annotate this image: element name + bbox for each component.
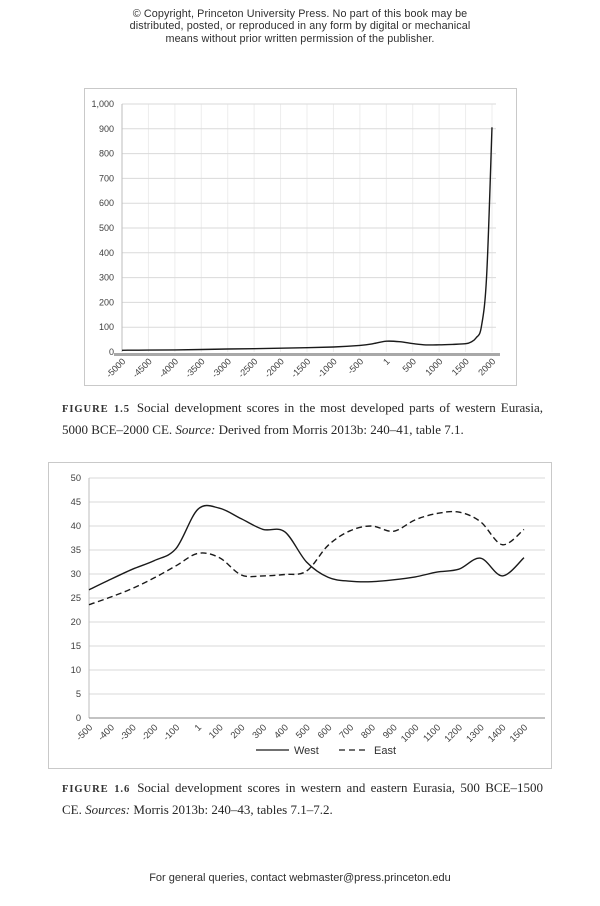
svg-text:400: 400 — [98, 247, 114, 258]
svg-text:1500: 1500 — [507, 722, 530, 745]
legend-east-label: East — [374, 744, 397, 757]
figure-1-6-source-text: Morris 2013b: 240–43, tables 7.1–7.2. — [130, 802, 333, 817]
y-tick-labels — [91, 99, 114, 357]
svg-text:1500: 1500 — [449, 356, 471, 378]
svg-text:0: 0 — [75, 713, 81, 724]
svg-text:1200: 1200 — [442, 722, 465, 745]
figure-1-6-source-label: Sources: — [85, 802, 131, 817]
copyright-line-1: © Copyright, Princeton University Press. No part of this book may be — [132, 8, 468, 20]
svg-text:-5000: -5000 — [104, 356, 128, 380]
svg-text:1300: 1300 — [464, 722, 486, 745]
svg-text:1: 1 — [381, 356, 392, 367]
svg-text:500: 500 — [293, 722, 312, 741]
svg-text:800: 800 — [98, 148, 114, 159]
svg-text:600: 600 — [98, 198, 114, 209]
svg-text:300: 300 — [250, 722, 269, 741]
svg-text:-2000: -2000 — [262, 356, 286, 380]
svg-text:300: 300 — [98, 272, 114, 283]
svg-text:-4000: -4000 — [156, 356, 181, 380]
figure-1-6-label: FIGURE 1.6 — [62, 784, 131, 795]
svg-text:1100: 1100 — [421, 722, 443, 744]
figure-1-5-source-text: Derived from Morris 2013b: 240–41, table 7.1. — [215, 422, 464, 437]
y-tick-labels — [71, 473, 81, 723]
svg-text:600: 600 — [315, 722, 334, 741]
svg-text:50: 50 — [70, 473, 81, 484]
svg-text:1000: 1000 — [398, 722, 421, 745]
x-tick-labels — [74, 722, 529, 744]
svg-text:5: 5 — [75, 689, 81, 700]
figure-1-5-canvas — [85, 89, 516, 385]
svg-text:200: 200 — [228, 722, 247, 741]
svg-text:30: 30 — [70, 569, 81, 580]
x-axis-line — [114, 353, 500, 356]
svg-text:10: 10 — [70, 665, 81, 676]
svg-text:0: 0 — [108, 346, 114, 357]
svg-text:500: 500 — [400, 356, 419, 375]
figure-1-6-caption — [62, 778, 543, 820]
svg-text:-4500: -4500 — [130, 356, 154, 380]
copyright-line-3: means without prior written permission of the publisher. — [165, 32, 435, 45]
figure-1-5-source-label: Source: — [175, 422, 216, 437]
svg-text:15: 15 — [70, 641, 81, 652]
svg-text:-3500: -3500 — [183, 356, 207, 380]
svg-text:20: 20 — [70, 617, 81, 628]
svg-text:-1500: -1500 — [289, 356, 313, 380]
svg-text:200: 200 — [98, 297, 114, 308]
svg-text:45: 45 — [70, 497, 81, 508]
svg-text:40: 40 — [70, 521, 81, 532]
legend — [256, 745, 396, 757]
figure-1-6-chart — [48, 462, 552, 769]
svg-text:400: 400 — [272, 722, 291, 741]
svg-text:100: 100 — [206, 722, 225, 741]
figure-1-5-chart — [84, 88, 517, 386]
svg-text:25: 25 — [70, 593, 81, 604]
svg-text:700: 700 — [337, 722, 356, 741]
svg-text:700: 700 — [98, 173, 114, 184]
svg-text:-500: -500 — [345, 356, 366, 377]
svg-text:-400: -400 — [95, 722, 117, 743]
svg-text:500: 500 — [98, 222, 114, 233]
footer-contact: For general queries, contact webmaster@press.princeton.edu — [149, 872, 451, 884]
svg-text:-2500: -2500 — [236, 356, 260, 380]
gridlines — [89, 478, 545, 694]
figure-1-6-caption-text: Social development scores in western and eastern Eurasia, 500 BCE–1500 CE. — [62, 780, 543, 817]
svg-text:-300: -300 — [117, 722, 138, 743]
svg-text:1000: 1000 — [423, 356, 445, 378]
svg-text:800: 800 — [359, 722, 378, 741]
figure-1-5-label: FIGURE 1.5 — [62, 404, 130, 415]
svg-text:-1000: -1000 — [315, 356, 339, 380]
svg-text:-100: -100 — [161, 722, 182, 743]
figure-1-5-caption-text: Social development scores in the most developed parts of western Eurasia, 5000 BCE–2000 CE. — [62, 400, 544, 437]
gridlines — [122, 104, 496, 352]
svg-text:-500: -500 — [74, 722, 95, 743]
svg-text:900: 900 — [98, 123, 114, 134]
svg-text:1400: 1400 — [485, 722, 508, 745]
svg-text:1: 1 — [192, 722, 204, 734]
legend-west-label: West — [294, 744, 319, 757]
figure-1-5-caption — [62, 398, 543, 440]
svg-text:2000: 2000 — [476, 356, 498, 378]
x-tick-labels — [104, 356, 497, 379]
svg-text:-200: -200 — [139, 722, 160, 743]
copyright-line-2: distributed, posted, or reproduced in any form by digital or mechanical — [129, 20, 471, 33]
svg-text:-3000: -3000 — [209, 356, 234, 380]
svg-text:900: 900 — [380, 722, 399, 741]
svg-text:1,000: 1,000 — [91, 98, 114, 109]
copyright-notice — [0, 8, 600, 45]
svg-text:100: 100 — [98, 322, 114, 333]
svg-text:35: 35 — [70, 545, 81, 556]
figure-1-6-canvas — [49, 463, 551, 768]
